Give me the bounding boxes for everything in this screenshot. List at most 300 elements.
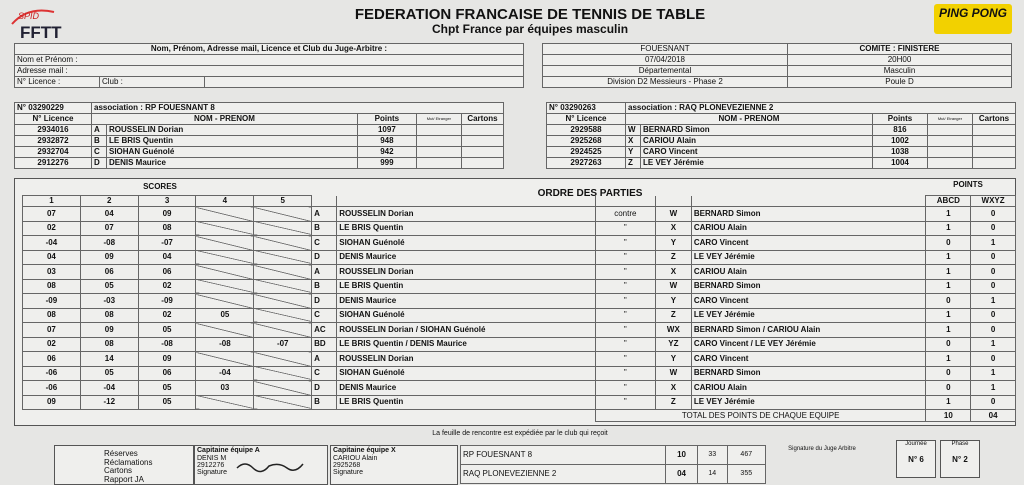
point-team-b: 0 [971,250,1016,265]
set-score: -08 [80,236,138,251]
judge-mail-label: Adresse mail : [15,66,524,77]
set-score: 08 [138,221,196,236]
set-score: -08 [196,337,254,352]
judge-name-label: Nom et Prénom : [15,55,524,66]
point-team-b: 0 [971,395,1016,410]
set-score: -09 [138,294,196,309]
point-team-b: 0 [971,352,1016,367]
point-team-a: 0 [926,236,971,251]
game-row [23,236,1016,251]
player-licence: 2925268 [547,136,626,147]
versus-mark: " [595,366,655,381]
set-header: 1 [23,196,81,207]
game-row [23,323,1016,338]
player-letter: Z [626,158,641,169]
match-committee: COMITE : FINISTERE [788,44,1012,55]
match-division: Division D2 Messieurs - Phase 2 [543,77,788,88]
set-score: 09 [138,352,196,367]
player-name: BERNARD Simon [641,125,873,136]
table-row [15,158,504,169]
table-row [547,125,1016,136]
player-a-letter: D [312,381,337,396]
player-points: 816 [872,125,927,136]
point-team-b: 1 [971,294,1016,309]
point-team-b: 0 [971,308,1016,323]
player-a-name: SIOHAN Guénolé [337,308,596,323]
player-licence: 2932704 [15,147,92,158]
player-a-letter: AC [312,323,337,338]
player-a-letter: B [312,279,337,294]
player-letter: A [92,125,107,136]
player-b-letter: W [655,279,691,294]
set-score [254,294,312,309]
scores-table [22,195,1016,422]
point-team-b: 1 [971,236,1016,251]
point-team-a: 0 [926,366,971,381]
total-row [23,410,1016,422]
player-b-letter: Z [655,308,691,323]
points-heading: POINTS [953,180,983,189]
set-score: 04 [138,250,196,265]
set-score: 06 [138,366,196,381]
judge-table [14,43,524,88]
rapport-label: Rapport JA [104,474,145,484]
player-a-letter: D [312,294,337,309]
player-letter: B [92,136,107,147]
journee-value: N° 6 [908,455,924,464]
point-team-a: 1 [926,395,971,410]
player-a-letter: A [312,207,337,222]
total-team-a: 10 [926,410,971,422]
match-level: Départemental [543,66,788,77]
game-row [23,337,1016,352]
player-b-letter: Z [655,395,691,410]
player-a-name: SIOHAN Guénolé [337,236,596,251]
player-b-letter: X [655,265,691,280]
versus-mark: " [595,265,655,280]
player-b-name: LE VEY Jérémie [691,250,926,265]
reserves-label: Réserves [104,449,138,458]
set-header: 3 [138,196,196,207]
footer-note: La feuille de rencontre est expédiée par le club qui reçoit [432,430,608,437]
set-score: -12 [80,395,138,410]
player-b-name: LE VEY Jérémie [691,395,926,410]
versus-mark: " [595,294,655,309]
game-row [23,366,1016,381]
versus-mark: " [595,236,655,251]
set-score [196,236,254,251]
player-points: 948 [357,136,416,147]
set-score [196,352,254,367]
player-a-name: LE BRIS Quentin [337,395,596,410]
team-b-header-name: NOM - PRENOM [626,114,873,125]
fftt-logo [8,4,98,40]
team-b-header-points: Points [872,114,927,125]
player-a-letter: D [312,250,337,265]
points-sub-b: WXYZ [971,196,1016,207]
versus-mark: " [595,381,655,396]
player-b-name: LE VEY Jérémie [691,308,926,323]
player-a-name: LE BRIS Quentin [337,279,596,294]
set-score: 06 [80,265,138,280]
set-score: -09 [23,294,81,309]
result-team-b-points: 355 [727,465,765,484]
journee-box [896,440,936,478]
set-score: 08 [80,337,138,352]
player-b-name: BERNARD Simon [691,366,926,381]
set-score [254,265,312,280]
player-b-letter: W [655,207,691,222]
player-b-name: CARIOU Alain [691,221,926,236]
set-score [254,366,312,381]
player-a-name: DENIS Maurice [337,250,596,265]
set-score [254,207,312,222]
page-title: FEDERATION FRANCAISE DE TENNIS DE TABLE [354,6,706,23]
team-a-header-cartons: Cartons [461,114,503,125]
player-points: 1004 [872,158,927,169]
team-b-number: N° 03290263 [547,103,626,114]
set-score: 06 [138,265,196,280]
player-b-letter: Y [655,236,691,251]
captain-x-licence: 2925268 [333,462,361,469]
player-a-name: LE BRIS Quentin / DENIS Maurice [337,337,596,352]
player-b-letter: WX [655,323,691,338]
set-score [196,279,254,294]
game-row [23,294,1016,309]
set-score: 04 [23,250,81,265]
player-a-name: SIOHAN Guénolé [337,366,596,381]
captain-x-signature-label: Signature [333,469,363,476]
set-score: 08 [80,308,138,323]
set-score: 05 [80,279,138,294]
set-score: 04 [80,207,138,222]
set-score: 07 [23,323,81,338]
captain-a-name: DENIS M [197,455,227,462]
set-score: 02 [23,337,81,352]
set-score: -04 [196,366,254,381]
phase-value: N° 2 [952,455,968,464]
player-licence: 2912276 [15,158,92,169]
player-licence: 2934016 [15,125,92,136]
player-points: 942 [357,147,416,158]
set-score: 07 [23,207,81,222]
set-header: 4 [196,196,254,207]
team-a-header-points: Points [357,114,416,125]
game-row [23,381,1016,396]
player-name: SIOHAN Guénolé [107,147,358,158]
player-a-name: ROUSSELIN Dorian [337,207,596,222]
player-b-letter: Y [655,294,691,309]
journee-label: Journée [905,441,927,447]
player-a-letter: C [312,308,337,323]
phase-label: Phase [951,441,969,447]
team-a-number: N° 03290229 [15,103,92,114]
total-label: TOTAL DES POINTS DE CHAQUE EQUIPE [595,410,926,422]
match-pool: Poule D [788,77,1012,88]
player-name: LE BRIS Quentin [107,136,358,147]
match-time: 20H00 [788,55,1012,66]
set-score: 02 [138,279,196,294]
point-team-a: 1 [926,207,971,222]
set-score: 14 [80,352,138,367]
player-licence: 2927263 [547,158,626,169]
set-score: 06 [23,352,81,367]
match-info-table [542,43,1012,88]
set-score [196,294,254,309]
judge-heading: Nom, Prénom, Adresse mail, Licence et Club du Juge-Arbitre : [15,44,524,55]
point-team-b: 0 [971,221,1016,236]
player-licence: 2932872 [15,136,92,147]
player-letter: C [92,147,107,158]
player-a-letter: B [312,395,337,410]
player-b-name: CARO Vincent / LE VEY Jérémie [691,337,926,352]
team-b-header-cartons: Cartons [972,114,1015,125]
versus-mark: contre [595,207,655,222]
captain-a-signature-label: Signature [197,469,227,476]
team-a-header-name: NOM - PRENOM [92,114,358,125]
player-b-letter: Z [655,250,691,265]
player-a-name: DENIS Maurice [337,294,596,309]
player-a-letter: B [312,221,337,236]
logo-fftt-text: FFTT [20,23,62,40]
player-letter: W [626,125,641,136]
player-name: DENIS Maurice [107,158,358,169]
player-letter: X [626,136,641,147]
player-b-name: BERNARD Simon [691,279,926,294]
versus-mark: " [595,337,655,352]
set-score [254,323,312,338]
set-score: 09 [80,323,138,338]
point-team-b: 0 [971,265,1016,280]
set-score: 02 [23,221,81,236]
versus-mark: " [595,221,655,236]
result-team-a-points: 467 [727,446,765,465]
result-team-b-score: 04 [666,465,698,484]
scores-heading: SCORES [143,182,177,191]
player-name: LE VEY Jérémie [641,158,873,169]
team-b-table [546,102,1016,169]
result-team-b-name: RAQ PLONEVEZIENNE 2 [461,465,666,484]
set-score: 09 [138,207,196,222]
player-points: 1038 [872,147,927,158]
versus-mark: " [595,352,655,367]
player-licence: 2929588 [547,125,626,136]
point-team-b: 1 [971,381,1016,396]
set-score: -06 [23,381,81,396]
set-score: 02 [138,308,196,323]
captain-x-box [330,445,458,485]
point-team-a: 0 [926,294,971,309]
player-a-name: ROUSSELIN Dorian [337,352,596,367]
player-b-name: CARO Vincent [691,294,926,309]
result-team-a-name: RP FOUESNANT 8 [461,446,666,465]
set-score: -04 [80,381,138,396]
set-score: 05 [80,366,138,381]
set-score: 09 [80,250,138,265]
captain-a-box [194,445,328,485]
set-header: 2 [80,196,138,207]
judge-club-label: Club : [100,77,205,88]
team-b-association: association : RAQ PLONEVEZIENNE 2 [626,103,1016,114]
table-row [547,147,1016,158]
point-team-a: 1 [926,250,971,265]
set-score: 09 [23,395,81,410]
point-team-a: 1 [926,265,971,280]
point-team-b: 1 [971,366,1016,381]
player-name: CARIOU Alain [641,136,873,147]
page-subtitle: Chpt France par équipes masculin [431,22,629,36]
set-score [196,265,254,280]
versus-mark: " [595,395,655,410]
set-score: 08 [23,279,81,294]
match-place: FOUESNANT [543,44,788,55]
game-row [23,279,1016,294]
player-b-letter: Y [655,352,691,367]
set-score: 05 [196,308,254,323]
player-points: 1002 [872,136,927,147]
set-score [196,207,254,222]
versus-mark: " [595,323,655,338]
set-score [254,221,312,236]
set-score: 07 [80,221,138,236]
captain-a-licence: 2912276 [197,462,225,469]
captain-a-signature [235,458,305,474]
player-a-letter: BD [312,337,337,352]
set-score [196,395,254,410]
set-score [196,250,254,265]
phase-box [940,440,980,478]
player-a-letter: A [312,352,337,367]
set-score: -03 [80,294,138,309]
player-b-letter: YZ [655,337,691,352]
point-team-a: 0 [926,337,971,352]
table-row [547,158,1016,169]
player-b-name: CARIOU Alain [691,381,926,396]
game-row [23,265,1016,280]
footer-labels [104,450,152,484]
set-score [254,250,312,265]
captain-a-label: Capitaine équipe A [197,447,260,454]
point-team-b: 0 [971,279,1016,294]
set-score [254,352,312,367]
player-letter: D [92,158,107,169]
game-row [23,250,1016,265]
player-b-name: BERNARD Simon / CARIOU Alain [691,323,926,338]
player-a-letter: A [312,265,337,280]
set-score: 08 [23,308,81,323]
point-team-a: 1 [926,323,971,338]
table-row [15,125,504,136]
set-score [254,279,312,294]
team-b-header-licence: N° Licence [547,114,626,125]
table-row [547,136,1016,147]
player-points: 1097 [357,125,416,136]
set-score: -07 [254,337,312,352]
player-b-name: CARO Vincent [691,236,926,251]
player-b-name: CARO Vincent [691,352,926,367]
result-table [460,445,766,484]
set-score: -04 [23,236,81,251]
result-team-a-score: 10 [666,446,698,465]
game-row [23,308,1016,323]
player-letter: Y [626,147,641,158]
versus-mark: " [595,279,655,294]
player-b-letter: W [655,366,691,381]
team-a-header-licence: N° Licence [15,114,92,125]
point-team-a: 1 [926,308,971,323]
versus-mark: " [595,250,655,265]
game-row [23,352,1016,367]
judge-licence-label: N° Licence : [15,77,100,88]
result-team-b-sets: 14 [698,465,727,484]
player-a-name: ROUSSELIN Dorian / SIOHAN Guénolé [337,323,596,338]
player-b-letter: X [655,221,691,236]
cartons-label: Cartons [104,466,133,475]
set-score: 03 [196,381,254,396]
logo-spid-text: SPID [18,11,40,21]
set-score [196,221,254,236]
point-team-a: 1 [926,279,971,294]
set-header: 5 [254,196,312,207]
set-score: 05 [138,381,196,396]
point-team-a: 1 [926,221,971,236]
point-team-b: 0 [971,207,1016,222]
player-a-letter: C [312,236,337,251]
point-team-a: 1 [926,352,971,367]
result-team-a-sets: 33 [698,446,727,465]
set-score [254,395,312,410]
game-row [23,207,1016,222]
player-b-name: BERNARD Simon [691,207,926,222]
table-row [15,147,504,158]
set-score: -07 [138,236,196,251]
player-points: 999 [357,158,416,169]
set-score: 03 [23,265,81,280]
set-score: 05 [138,395,196,410]
team-b-header-mut: Mut/ Etranger [927,114,972,125]
player-a-name: DENIS Maurice [337,381,596,396]
game-row [23,221,1016,236]
set-score [254,381,312,396]
set-score: -08 [138,337,196,352]
reclamations-label: Réclamations [104,457,153,467]
point-team-a: 0 [926,381,971,396]
player-a-name: ROUSSELIN Dorian [337,265,596,280]
team-a-table [14,102,504,169]
table-row [15,136,504,147]
player-a-letter: C [312,366,337,381]
ping-pong-logo [934,4,1012,34]
versus-mark: " [595,308,655,323]
captain-x-name: CARIOU Alain [333,455,378,462]
order-heading: ORDRE DES PARTIES [537,188,643,199]
game-row [23,395,1016,410]
player-a-name: LE BRIS Quentin [337,221,596,236]
captain-x-label: Capitaine équipe X [333,447,396,454]
set-score: 05 [138,323,196,338]
points-sub-a: ABCD [926,196,971,207]
set-score [254,308,312,323]
total-team-b: 04 [971,410,1016,422]
player-name: ROUSSELIN Dorian [107,125,358,136]
point-team-b: 1 [971,337,1016,352]
point-team-b: 0 [971,323,1016,338]
player-name: CARO Vincent [641,147,873,158]
judge-signature-label: Signature du Juge Arbitre [788,446,856,452]
set-score [254,236,312,251]
player-b-name: CARIOU Alain [691,265,926,280]
player-b-letter: X [655,381,691,396]
